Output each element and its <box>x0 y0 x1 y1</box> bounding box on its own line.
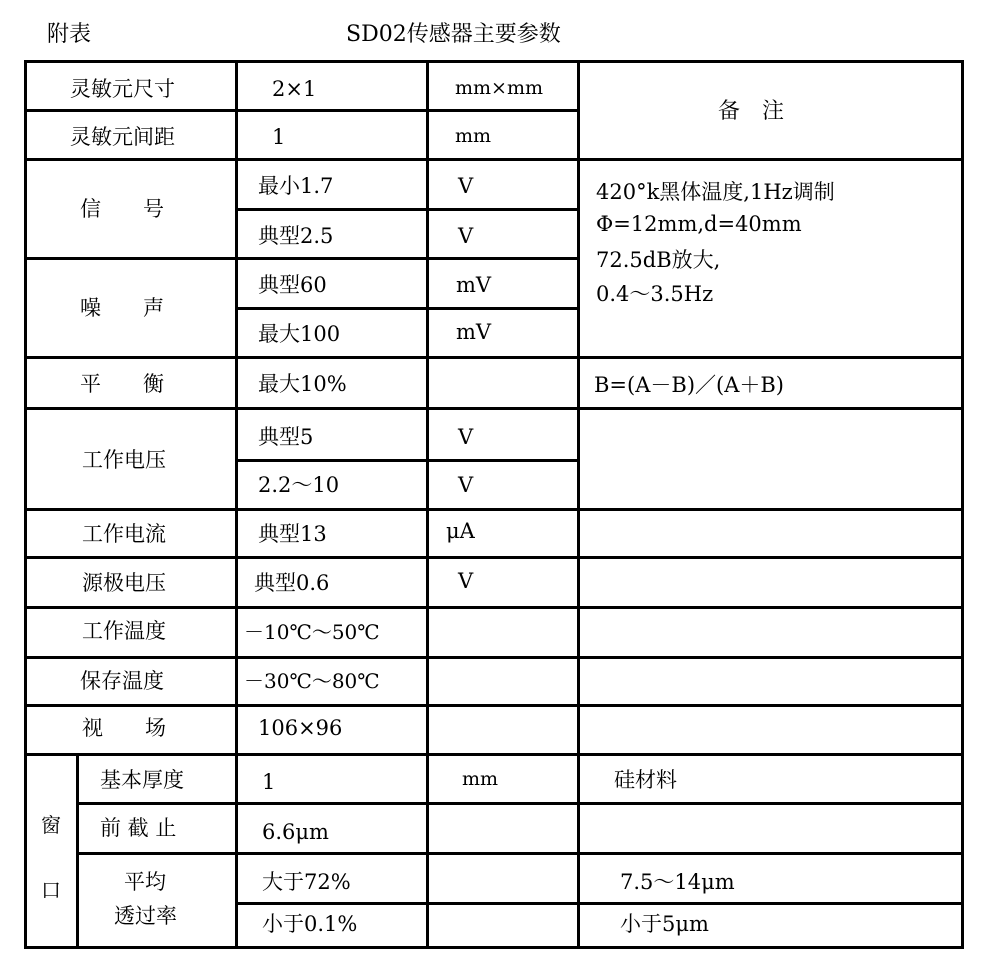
row-divider <box>235 902 964 905</box>
remark: 小于5μm <box>620 912 709 936</box>
param-unit: μA <box>446 519 475 543</box>
window-group-label-bottom: 口 <box>41 878 61 902</box>
remark: 硅材料 <box>614 768 677 792</box>
param-label: 源极电压 <box>82 571 166 595</box>
param-value: 最大100 <box>258 322 341 346</box>
param-unit: V <box>458 569 474 593</box>
row-divider <box>24 257 579 260</box>
param-value: 6.6μm <box>262 820 329 844</box>
row-divider <box>24 704 964 707</box>
param-unit: V <box>458 425 474 449</box>
param-label: 工作电压 <box>82 448 166 472</box>
remark: B=(A－B)／(A＋B) <box>594 373 784 397</box>
param-label: 平 衡 <box>80 372 164 396</box>
param-value: 小于0.1% <box>262 912 358 936</box>
row-divider <box>235 307 579 310</box>
remarks-header: 备 注 <box>718 99 785 124</box>
param-value: 典型60 <box>258 273 327 297</box>
param-unit: V <box>458 224 474 248</box>
row-divider <box>24 556 964 559</box>
remark-line: Φ=12mm,d=40mm <box>596 212 802 236</box>
row-divider <box>24 158 964 161</box>
row-divider <box>24 109 579 112</box>
param-value: －30℃～80℃ <box>244 669 380 693</box>
remark: 7.5～14μm <box>620 870 735 894</box>
window-group-label-top: 窗 <box>41 813 61 837</box>
param-unit: mV <box>456 320 492 344</box>
param-value: 典型2.5 <box>258 224 334 248</box>
page-title: SD02传感器主要参数 <box>346 22 561 47</box>
appendix-label: 附表 <box>47 22 92 47</box>
param-unit: mm <box>462 768 499 790</box>
param-label: 信 号 <box>80 197 164 221</box>
param-label: 保存温度 <box>80 669 164 693</box>
param-label: 灵敏元尺寸 <box>70 77 175 101</box>
row-divider <box>76 852 964 855</box>
param-value: 典型0.6 <box>254 571 330 595</box>
param-label: 基本厚度 <box>100 768 184 792</box>
param-value: 1 <box>272 125 286 149</box>
remark-line: 0.4～3.5Hz <box>596 282 714 306</box>
param-unit: V <box>458 174 474 198</box>
param-value: 典型13 <box>258 522 327 546</box>
param-unit: V <box>458 473 474 497</box>
table-border-bottom <box>24 946 964 949</box>
col-divider-2 <box>426 60 429 949</box>
param-value: 大于72% <box>262 870 351 894</box>
param-label: 前 截 止 <box>100 816 177 840</box>
param-value: 最大10% <box>258 372 347 396</box>
remark-line: 420°k黑体温度,1Hz调制 <box>596 180 835 204</box>
param-label: 平均 <box>124 870 166 894</box>
param-value: 1 <box>262 770 276 794</box>
param-value: 2×1 <box>272 77 317 101</box>
row-divider <box>24 356 964 359</box>
row-divider <box>24 508 964 511</box>
table-border-right <box>961 60 964 949</box>
row-divider <box>235 208 579 211</box>
param-label: 灵敏元间距 <box>70 125 175 149</box>
param-unit: mV <box>456 273 492 297</box>
param-unit: mm×mm <box>455 77 543 99</box>
table-border-left <box>24 60 27 949</box>
param-label: 噪 声 <box>80 296 164 320</box>
param-label: 工作温度 <box>82 619 166 643</box>
row-divider <box>235 459 579 462</box>
param-label: 透过率 <box>114 904 177 928</box>
param-value: 2.2～10 <box>258 473 340 497</box>
param-value: 106×96 <box>258 716 343 740</box>
param-value: 最小1.7 <box>258 174 334 198</box>
param-unit: mm <box>455 125 492 147</box>
col-divider-3 <box>577 60 580 949</box>
table-border-top <box>24 60 964 63</box>
row-divider <box>76 802 964 805</box>
param-label: 视 场 <box>82 716 166 740</box>
col-divider-1 <box>235 60 238 949</box>
param-value: 典型5 <box>258 425 314 449</box>
remark-line: 72.5dB放大, <box>596 248 721 272</box>
row-divider <box>24 407 964 410</box>
param-value: －10℃～50℃ <box>244 620 380 644</box>
row-divider <box>24 656 964 659</box>
row-divider <box>24 753 964 756</box>
window-col-divider <box>76 753 79 949</box>
row-divider <box>24 606 964 609</box>
param-label: 工作电流 <box>82 522 166 546</box>
